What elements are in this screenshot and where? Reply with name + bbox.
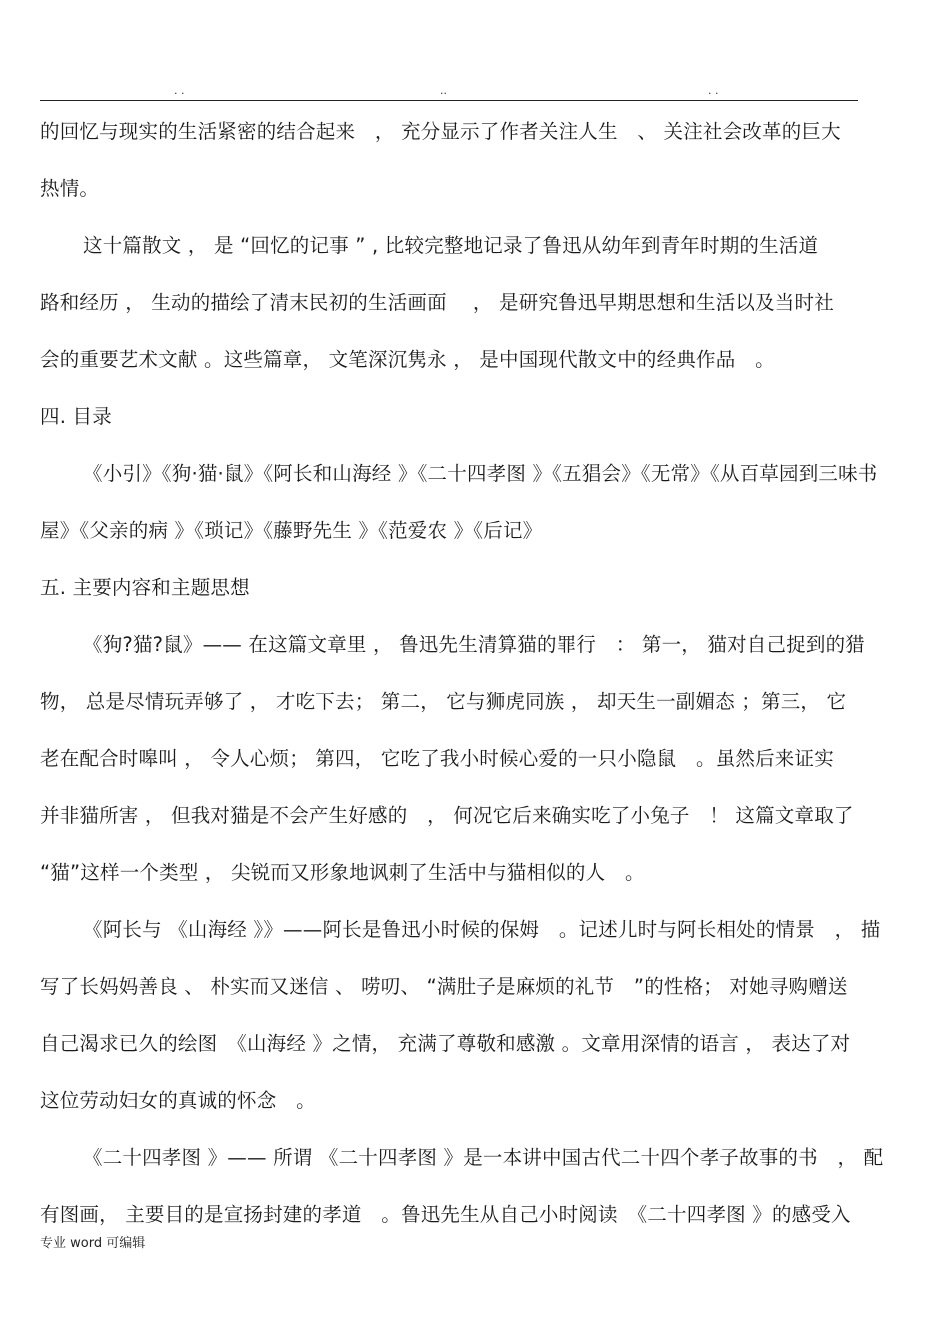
text-line: 路和经历 ， 生动的描绘了清末民初的生活画面 ， 是研究鲁迅早期思想和生活以及当时社 bbox=[40, 291, 834, 314]
text-line: 热情。 bbox=[40, 177, 100, 200]
text-line: 并非猫所害 ， 但我对猫是不会产生好感的 ， 何况它后来确实吃了小兔子 ！ 这篇文章取了 bbox=[40, 804, 854, 827]
header-rule bbox=[40, 100, 858, 101]
text-line: 自己渴求已久的绘图 《山海经 》之情， 充满了尊敬和感激 。文章用深情的语言 ， 表达了对 bbox=[40, 1032, 851, 1055]
text-line: 《狗?猫?鼠》—— 在这篇文章里 ， 鲁迅先生清算猫的罪行 ： 第一， 猫对自己捉到的猎 bbox=[83, 633, 865, 656]
text-line: 《二十四孝图 》—— 所谓 《二十四孝图 》是一本讲中国古代二十四个孝子故事的书 ， 配 bbox=[83, 1146, 884, 1169]
page-header-marks bbox=[40, 84, 858, 98]
text-line: 的回忆与现实的生活紧密的结合起来 ， 充分显示了作者关注人生 、 关注社会改革的巨大 bbox=[40, 120, 841, 143]
text-line: 会的重要艺术文献 。这些篇章， 文笔深沉隽永 ， 是中国现代散文中的经典作品 。 bbox=[40, 348, 775, 371]
header-dots-center: .. bbox=[440, 84, 447, 97]
text-line: “猫”这样一个类型 ， 尖锐而又形象地讽刺了生活中与猫相似的人 。 bbox=[40, 861, 645, 884]
section-heading-catalog: 四. 目录 bbox=[40, 405, 112, 428]
text-line: 《小引》《狗·猫·鼠》《阿长和山海经 》《二十四孝图 》《五猖会》《无常》《从百草园到三味书 bbox=[83, 462, 878, 485]
header-dots-left: . . bbox=[174, 84, 185, 97]
section-heading-content: 五. 主要内容和主题思想 bbox=[40, 576, 250, 599]
text-line: 这位劳动妇女的真诚的怀念 。 bbox=[40, 1089, 316, 1112]
text-line: 写了长妈妈善良 、 朴实而又迷信 、 唠叨、 “满肚子是麻烦的礼节 ”的性格； 对她寻购赠送 bbox=[40, 975, 848, 998]
document-body bbox=[40, 110, 885, 1250]
page-footer: 专业 word 可编辑 bbox=[40, 1236, 146, 1251]
text-line: 有图画， 主要目的是宣扬封建的孝道 。鲁迅先生从自己小时阅读 《二十四孝图 》的感受入 bbox=[40, 1203, 851, 1226]
text-line: 物， 总是尽情玩弄够了 ， 才吃下去； 第二， 它与狮虎同族 ， 却天生一副媚态 ；第三， 它 bbox=[40, 690, 847, 713]
header-dots-right: . . bbox=[708, 84, 719, 97]
text-line: 这十篇散文 ， 是 “回忆的记事 ” , 比较完整地记录了鲁迅从幼年到青年时期的生活道 bbox=[83, 234, 819, 257]
text-line: 老在配合时嗥叫 ， 令人心烦； 第四， 它吃了我小时候心爱的一只小隐鼠 。虽然后来证实 bbox=[40, 747, 834, 770]
text-line: 屋》《父亲的病 》《琐记》《藤野先生 》《范爱农 》《后记》 bbox=[40, 519, 543, 542]
text-line: 《阿长与 《山海经 》》——阿长是鲁迅小时候的保姆 。记述儿时与阿长相处的情景 ， 描 bbox=[83, 918, 881, 941]
